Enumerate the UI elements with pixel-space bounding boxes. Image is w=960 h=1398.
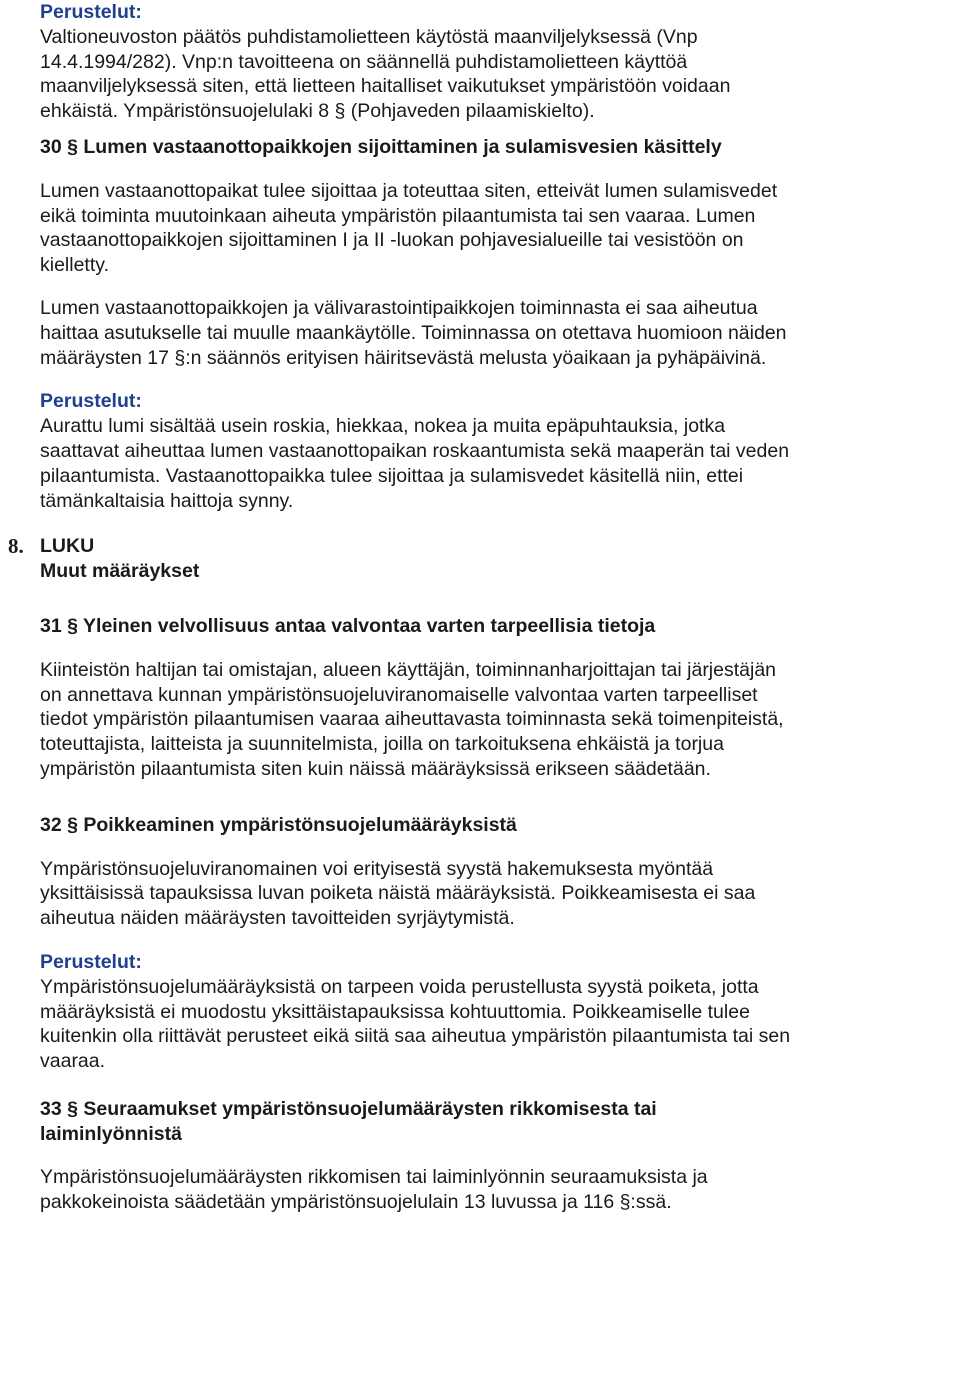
chapter-number: 8. (8, 534, 24, 559)
text-line: maanviljelyksessä siten, että lietteen haitalliset vaikutukset ympäristöön voidaan (40, 75, 731, 98)
text-line: kuitenkin olla riittävät perusteet eikä siitä saa aiheutua ympäristön pilaantumista tai sen (40, 1025, 791, 1048)
text-line: vastaanottopaikkojen sijoittaminen I ja II -luokan pohjavesialueille tai vesistöön on (40, 229, 744, 252)
text-line: Lumen vastaanottopaikkojen ja välivarastointipaikkojen toiminnasta ei saa aiheutua (40, 296, 758, 319)
section-heading-33 (40, 1097, 955, 1147)
text-line: vaaraa. (40, 1050, 106, 1073)
section-heading-31: 31 § Yleinen velvollisuus antaa valvontaa varten tarpeellisia tietoja (40, 614, 656, 637)
text-line: on annettava kunnan ympäristönsuojeluviranomaiselle valvontaa varten tarpeelliset (40, 683, 758, 706)
text-line: Ympäristönsuojeluviranomainen voi erityisestä syystä hakemuksesta myöntää (40, 857, 714, 880)
section-33-paragraph (40, 1165, 955, 1215)
section-heading-30: 30 § Lumen vastaanottopaikkojen sijoittaminen ja sulamisvesien käsittely (40, 135, 722, 158)
rationale-paragraph (40, 975, 955, 1074)
rationale-label: Perustelut: (40, 1, 142, 23)
section-31-paragraph (40, 658, 955, 782)
text-line: laiminlyönnistä (40, 1122, 182, 1145)
chapter-title: Muut määräykset (40, 560, 200, 583)
rationale-label: Perustelut: (40, 390, 142, 413)
text-line: pakkokeinoista säädetään ympäristönsuojelulain 13 luvussa ja 116 §:ssä. (40, 1191, 672, 1214)
text-line: aiheutua näiden määräysten tavoitteiden syrjäytymistä. (40, 907, 515, 930)
section-30-paragraph-1 (40, 179, 955, 278)
text-line: pilaantumista. Vastaanottopaikka tulee sijoittaa ja sulamisvedet käsitellä niin, ettei (40, 464, 744, 487)
section-32-paragraph (40, 857, 955, 931)
text-line: tiedot ympäristön pilaantumisen vaaraa aiheuttavasta toiminnasta sekä toimenpiteistä, (40, 708, 784, 731)
text-line: saattavat aiheuttaa lumen vastaanottopaikan roskaantumista sekä maaperän tai veden (40, 439, 790, 462)
text-line: Ympäristönsuojelumääräysten rikkomisen tai laiminlyönnin seuraamuksista ja (40, 1166, 708, 1189)
rationale-paragraph (40, 414, 955, 513)
chapter-label: LUKU (40, 535, 95, 558)
text-line: määräyksistä ei muodostu yksittäistapauksissa kohtuuttomia. Poikkeamiselle tulee (40, 1000, 750, 1023)
chapter-heading (8, 534, 955, 559)
text-line: 33 § Seuraamukset ympäristönsuojelumääräysten rikkomisesta tai (40, 1097, 657, 1120)
document-page (8, 0, 955, 1215)
text-line: Lumen vastaanottopaikat tulee sijoittaa ja toteuttaa siten, etteivät lumen sulamisvedet (40, 179, 778, 202)
section-heading-32: 32 § Poikkeaminen ympäristönsuojelumääräyksistä (40, 813, 517, 836)
rationale-label: Perustelut: (40, 950, 142, 973)
text-line: ympäristön pilaantumista siten kuin näissä määräyksissä erikseen säädetään. (40, 757, 711, 780)
text-line: ehkäistä. Ympäristönsuojelulaki 8 § (Pohjaveden pilaamiskielto). (40, 100, 595, 123)
text-line: Valtioneuvoston päätös puhdistamolietteen käytöstä maanviljelyksessä (Vnp (40, 25, 698, 48)
text-line: toteuttajista, laitteista ja suunnitelmista, joilla on tarkoituksena ehkäistä ja torjua (40, 733, 724, 756)
text-line: tämänkaltaisia haittoja synny. (40, 489, 294, 512)
text-line: Kiinteistön haltijan tai omistajan, alueen käyttäjän, toiminnanharjoittajan tai järjestäjän (40, 658, 777, 681)
text-line: 14.4.1994/282). Vnp:n tavoitteena on säännellä puhdistamolietteen käyttöä (40, 50, 688, 73)
text-line: Aurattu lumi sisältää usein roskia, hiekkaa, nokea ja muita epäpuhtauksia, jotka (40, 415, 726, 438)
section-30-paragraph-2 (40, 296, 955, 370)
rationale-paragraph (40, 25, 955, 124)
text-line: yksittäisissä tapauksissa luvan poiketa näistä määräyksistä. Poikkeamisesta ei saa (40, 882, 756, 905)
text-line: määräysten 17 §:n säännös erityisen häiritsevästä melusta yöaikaan ja pyhäpäivinä. (40, 346, 767, 369)
text-line: Ympäristönsuojelumääräyksistä on tarpeen voida perustellusta syystä poiketa, jotta (40, 975, 759, 998)
text-line: kielletty. (40, 254, 109, 277)
text-line: eikä toiminta muutoinkaan aiheuta ympäristön pilaantumista tai sen vaaraa. Lumen (40, 204, 756, 227)
text-line: haittaa asutukselle tai muulle maankäytölle. Toiminnassa on otettava huomioon näiden (40, 321, 787, 344)
